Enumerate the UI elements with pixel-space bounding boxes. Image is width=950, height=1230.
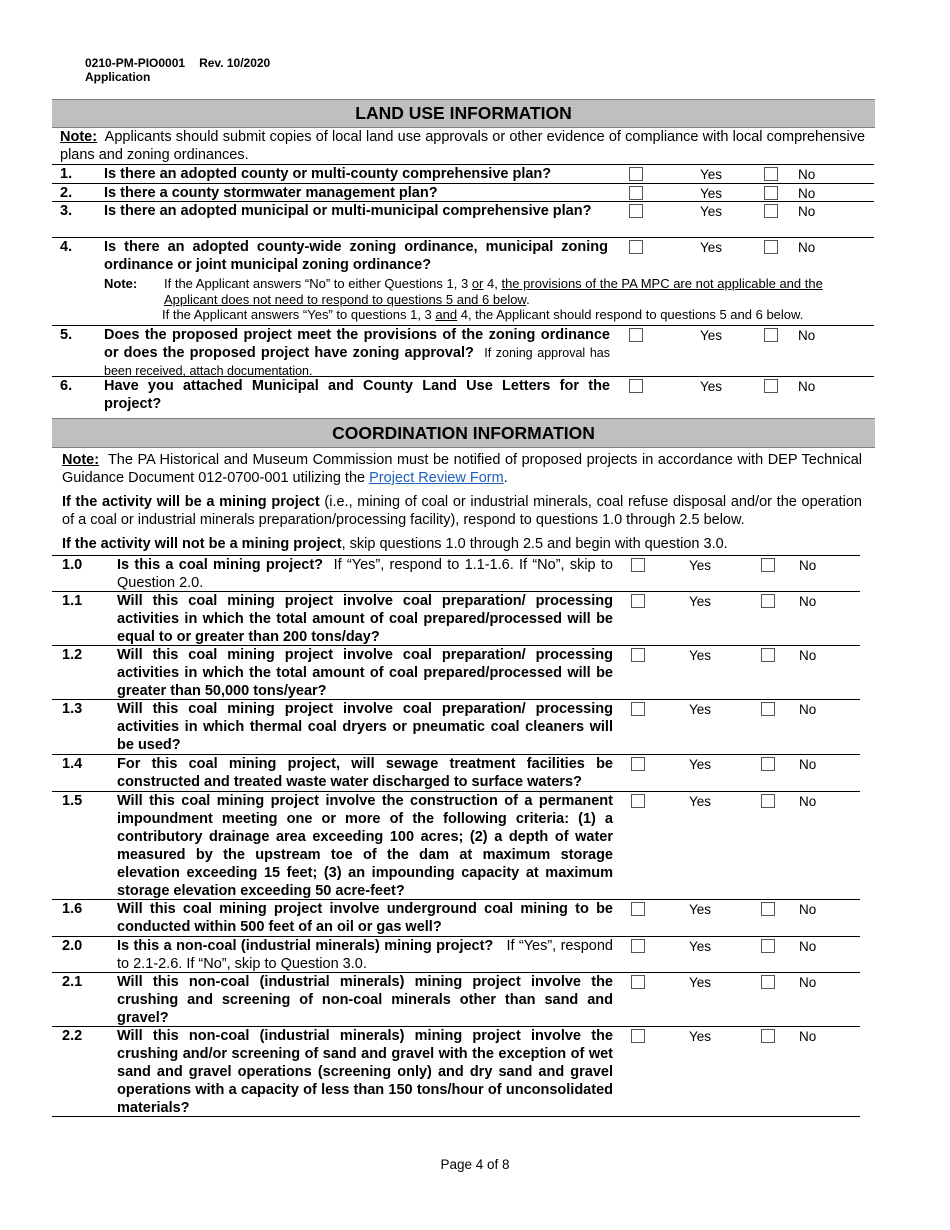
- q4-yes-checkbox[interactable]: [629, 240, 643, 254]
- q1-2-yes-checkbox[interactable]: [631, 648, 645, 662]
- land-use-q2: 2. Is there a county stormwater management plan? Yes No: [52, 183, 874, 203]
- form-code: 0210-PM-PIO0001: [85, 56, 186, 70]
- q2-0-no-checkbox[interactable]: [761, 939, 775, 953]
- q1-2-no-checkbox[interactable]: [761, 648, 775, 662]
- q1-0-yes-checkbox[interactable]: [631, 558, 645, 572]
- land-use-q5: 5. Does the proposed project meet the provisions of the zoning ordinance or does the proposed project have zoning approval? If zoning approval has been received, attach documentation. Yes No: [52, 325, 874, 377]
- coord-q2-2: 2.2 Will this non-coal (industrial minerals) mining project involve the crushing and/or screening of sand and gravel with the exception of wet sand and gravel operations (screening only) and dry sand and gravel operations with a capacity of less than 150 tons/hour of unconsolidated materials? Yes No: [52, 1026, 860, 1117]
- coord-q2-1: 2.1 Will this non-coal (industrial minerals) mining project involve the crushing and screening of non-coal minerals other than sand and gravel? Yes No: [52, 972, 860, 1027]
- q3-no-checkbox[interactable]: [764, 204, 778, 218]
- coord-q1-5: 1.5 Will this coal mining project involve the construction of a permanent impoundment meeting one or more of the following criteria: (1) a contributory drainage area exceeding 100 acres; (2) a depth of water measured by the upstream toe of the dam at maximum storage elevation exceeding 15 feet; (3) an impounding capacity at maximum storage elevation exceeding 50 acre-feet? Yes No: [52, 791, 860, 900]
- doc-type: Application: [85, 70, 151, 84]
- land-use-q3: 3. Is there an adopted municipal or multi-municipal comprehensive plan? Yes No: [52, 201, 874, 238]
- not-mining-instruction: If the activity will not be a mining project, skip questions 1.0 through 2.5 and begin with question 3.0.: [62, 536, 728, 552]
- q1-1-yes-checkbox[interactable]: [631, 594, 645, 608]
- q2-2-no-checkbox[interactable]: [761, 1029, 775, 1043]
- q2-2-yes-checkbox[interactable]: [631, 1029, 645, 1043]
- q3-yes-checkbox[interactable]: [629, 204, 643, 218]
- project-review-form-link[interactable]: Project Review Form: [369, 470, 504, 486]
- mining-instruction: If the activity will be a mining project (i.e., mining of coal or industrial minerals, coal refuse disposal and/or the operation of a coal or industrial minerals preparation/processing facility), respond to questions 1.0 through 2.5 below.: [62, 494, 862, 528]
- q1-6-yes-checkbox[interactable]: [631, 902, 645, 916]
- q2-1-no-checkbox[interactable]: [761, 975, 775, 989]
- q1-3-no-checkbox[interactable]: [761, 702, 775, 716]
- coordination-note: Note: The PA Historical and Museum Commission must be notified of proposed projects in accordance with DEP Technical Guidance Document 012-0700-001 utilizing the Project Review Form.: [62, 452, 863, 486]
- land-use-q4: 4. Is there an adopted county-wide zoning ordinance, municipal zoning ordinance or joint municipal zoning ordinance? Yes No Note: If the Applicant answers “No” to either Questions 1, 3 or 4, the provisions of the PA MPC are not applicable and the Applicant does not need to respond to questions 5 and 6 below. If the Applicant answers “Yes” to questions 1, 3 and 4, the Applicant should respond to questions 5 and 6 below.: [52, 237, 874, 326]
- coord-q1-6: 1.6 Will this coal mining project involve underground coal mining to be conducted within 500 feet of an oil or gas well? Yes No: [52, 899, 860, 937]
- form-revision: Rev. 10/2020: [199, 56, 271, 70]
- page-number: Page 4 of 8: [440, 1157, 510, 1172]
- q4-note-yes: If the Applicant answers “Yes” to questions 1, 3 and 4, the Applicant should respond to questions 5 and 6 below.: [162, 307, 804, 322]
- q1-yes-checkbox[interactable]: [629, 167, 643, 181]
- q1-4-no-checkbox[interactable]: [761, 757, 775, 771]
- q1-6-no-checkbox[interactable]: [761, 902, 775, 916]
- q2-0-yes-checkbox[interactable]: [631, 939, 645, 953]
- coord-q1-1: 1.1 Will this coal mining project involve coal preparation/ processing activities in which the total amount of coal prepared/processed will be equal to or greater than 200 tons/day? Yes No: [52, 591, 860, 646]
- table-bottom-rule: [52, 1116, 860, 1117]
- q2-yes-checkbox[interactable]: [629, 186, 643, 200]
- q4-note-no: If the Applicant answers “No” to either Questions 1, 3 or 4, the provisions of the PA MPC are not applicable and the Applicant does not need to respond to questions 5 and 6 below.: [164, 276, 823, 307]
- q1-4-yes-checkbox[interactable]: [631, 757, 645, 771]
- q1-5-yes-checkbox[interactable]: [631, 794, 645, 808]
- coordination-header: COORDINATION INFORMATION: [52, 418, 875, 448]
- form-header: [85, 56, 270, 84]
- q5-yes-checkbox[interactable]: [629, 328, 643, 342]
- land-use-note: Note: Applicants should submit copies of local land use approvals or other evidence of compliance with local comprehensive plans and zoning ordinances.: [60, 129, 866, 163]
- coord-q1-4: 1.4 For this coal mining project, will sewage treatment facilities be constructed and treated waste water discharged to surface waters? Yes No: [52, 754, 860, 792]
- land-use-header: LAND USE INFORMATION: [52, 99, 875, 128]
- q2-1-yes-checkbox[interactable]: [631, 975, 645, 989]
- q1-5-no-checkbox[interactable]: [761, 794, 775, 808]
- q4-no-checkbox[interactable]: [764, 240, 778, 254]
- q1-0-no-checkbox[interactable]: [761, 558, 775, 572]
- coord-q1-0: 1.0 Is this a coal mining project? If “Yes”, respond to 1.1-1.6. If “No”, skip to Question 2.0. Yes No: [52, 555, 860, 592]
- q2-no-checkbox[interactable]: [764, 186, 778, 200]
- land-use-q1: 1. Is there an adopted county or multi-county comprehensive plan? Yes No: [52, 164, 874, 184]
- q6-no-checkbox[interactable]: [764, 379, 778, 393]
- coord-q2-0: 2.0 Is this a non-coal (industrial minerals) mining project? If “Yes”, respond to 2.1-2.6. If “No”, skip to Question 3.0. Yes No: [52, 936, 860, 973]
- q6-yes-checkbox[interactable]: [629, 379, 643, 393]
- q1-3-yes-checkbox[interactable]: [631, 702, 645, 716]
- coord-q1-3: 1.3 Will this coal mining project involve coal preparation/ processing activities in which thermal coal dryers or pneumatic coal cleaners will be used? Yes No: [52, 699, 860, 755]
- coord-q1-2: 1.2 Will this coal mining project involve coal preparation/ processing activities in which the total amount of coal prepared/processed will be greater than 50,000 tons/year? Yes No: [52, 645, 860, 700]
- q5-no-checkbox[interactable]: [764, 328, 778, 342]
- q1-1-no-checkbox[interactable]: [761, 594, 775, 608]
- q1-no-checkbox[interactable]: [764, 167, 778, 181]
- land-use-q6: 6. Have you attached Municipal and County Land Use Letters for the project? Yes No: [52, 376, 874, 419]
